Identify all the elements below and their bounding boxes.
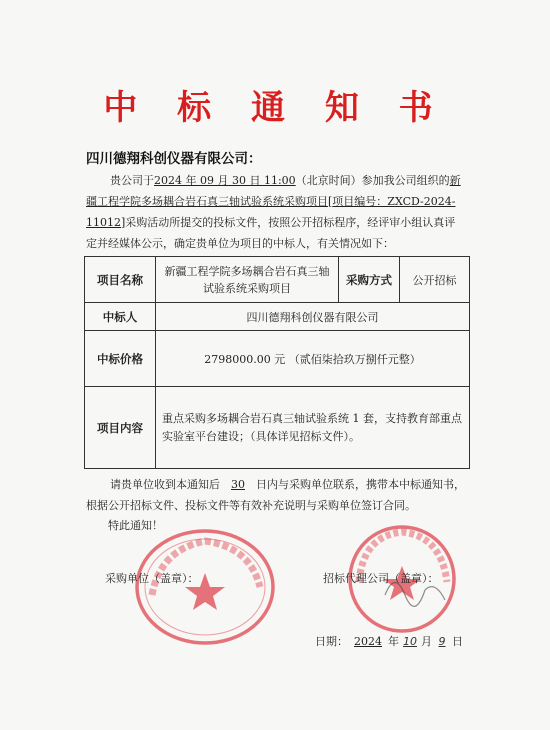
- closing-paragraph: [86, 474, 466, 516]
- label-winner: 中标人: [85, 303, 156, 331]
- table-row: [85, 303, 470, 331]
- issue-date: [315, 633, 463, 649]
- table-row: [85, 331, 470, 387]
- notice-text: 特此通知！: [108, 519, 163, 532]
- date-prefix: 日期：: [315, 635, 348, 648]
- value-bid-price: 2798000.00 元 （贰佰柒拾玖万捌仟元整）: [156, 331, 470, 387]
- award-info-table: [84, 256, 470, 469]
- label-procurement-method: 采购方式: [339, 257, 400, 303]
- table-row: [85, 257, 470, 303]
- date-year-unit: 年: [388, 635, 399, 648]
- recipient-name: 四川德翔科创仪器有限公司：: [86, 151, 262, 167]
- intro-text-3: [: [328, 195, 333, 208]
- project-name: 新疆工程学院多场耦合岩石真三轴试验系统采购项目: [86, 174, 461, 208]
- purchaser-seal-icon: [130, 525, 280, 650]
- closing-text-1: 请贵单位收到本通知后: [110, 478, 220, 491]
- date-day-unit: 日: [452, 635, 463, 648]
- agency-signature-label: 招标代理公司（盖章）：: [323, 572, 439, 585]
- date-month: 10: [403, 635, 417, 648]
- date-month-unit: 月: [421, 635, 432, 648]
- table-row: [85, 387, 470, 469]
- label-project-content: 项目内容: [85, 387, 156, 469]
- document-title: 中 标 通 知 书: [103, 88, 447, 128]
- date-year: 2024: [354, 635, 382, 648]
- date-day: 9: [438, 635, 446, 648]
- purchaser-signature-label: 采购单位（盖章）：: [105, 572, 199, 585]
- value-project-name: 新疆工程学院多场耦合岩石真三轴试验系统采购项目: [156, 257, 339, 303]
- intro-text-4: ]采购活动所提交的投标文件，按照公开招标程序，经评审小组认真评定并经媒体公示，确定贵单位为项目的中标人，有关情况如下：: [86, 216, 456, 250]
- intro-text-2: （北京时间）参加我公司组织的: [295, 174, 450, 187]
- closing-text-2: 日内与采购单位联系，携带本中标通知书，根据公开招标文件、投标文件等有效补充说明与采购单位签订合同。: [86, 478, 465, 512]
- intro-text-1: 贵公司于: [110, 174, 154, 187]
- value-procurement-method: 公开招标: [400, 257, 470, 303]
- value-project-content: 重点采购多场耦合岩石真三轴试验系统 1 套，支持教育部重点实验室平台建设；（具体详见招标文件）。: [156, 387, 470, 469]
- intro-paragraph: [86, 170, 466, 254]
- project-number: 项目编号：ZXCD-2024-11012: [86, 195, 456, 229]
- label-project-name: 项目名称: [85, 257, 156, 303]
- label-bid-price: 中标价格: [85, 331, 156, 387]
- bid-datetime: 2024 年 09 月 30 日 11:00: [154, 174, 296, 187]
- value-winner: 四川德翔科创仪器有限公司: [156, 303, 470, 331]
- contact-days: 30: [231, 478, 245, 491]
